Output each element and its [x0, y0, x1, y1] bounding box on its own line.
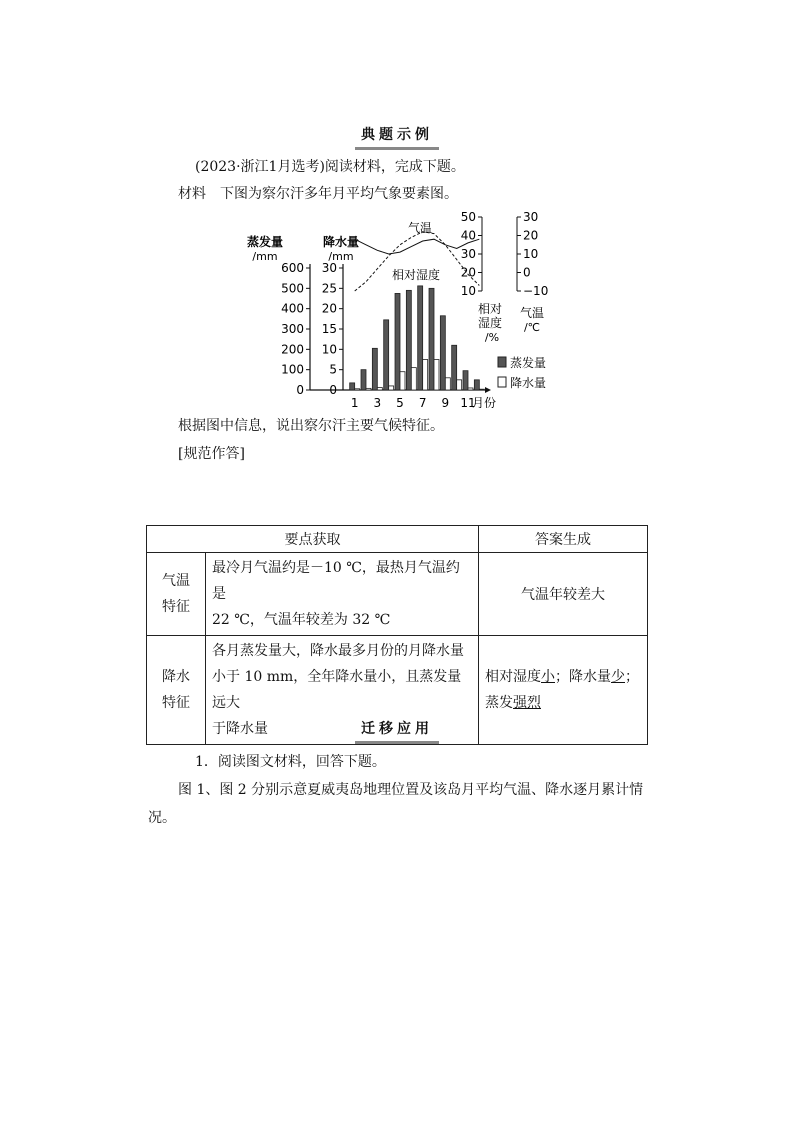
precip-tick-label: 0 — [329, 383, 337, 397]
x-tick-label: 9 — [441, 396, 450, 410]
humidity-axis-title-2: 湿度 — [477, 316, 503, 330]
evap-tick-label: 300 — [281, 322, 304, 336]
temp-tick-label: 20 — [523, 228, 539, 243]
x-tick-label: 3 — [373, 396, 382, 410]
q1-heading: 1．阅读图文材料，回答下题。 — [195, 754, 386, 770]
evap-axis-title: 蒸发量 — [246, 235, 284, 249]
header-answer: 答案生成 — [479, 526, 648, 553]
section-title-application: 迁移应用 — [0, 718, 794, 744]
legend-precip-label: 降水量 — [510, 376, 547, 390]
evap-tick-label: 100 — [281, 362, 304, 377]
answer-label: [规范作答] — [178, 446, 245, 462]
row1-detail: 最冷月气温约是－10 ℃，最热月气温约是 22 ℃，气温年较差为 32 ℃ — [206, 553, 479, 636]
humidity-tick-label: 50 — [460, 210, 476, 224]
precip-bar — [423, 360, 428, 391]
precip-bar — [445, 378, 450, 390]
humidity-tick-label: 20 — [460, 265, 476, 280]
precip-tick-label: 15 — [321, 322, 337, 336]
precip-tick-label: 20 — [321, 301, 337, 316]
table-row — [147, 553, 648, 636]
evap-bar — [350, 383, 355, 390]
temp-tick-label: 30 — [523, 210, 539, 224]
precip-bar — [411, 368, 416, 390]
precip-tick-label: 10 — [321, 342, 337, 357]
humidity-axis-title-1: 相对 — [477, 302, 503, 316]
precip-bar — [366, 388, 371, 390]
x-axis-arrow — [485, 387, 491, 393]
humidity-tick-label: 40 — [460, 228, 476, 243]
legend-evap-label: 蒸发量 — [510, 356, 547, 370]
evap-tick-label: 400 — [281, 301, 304, 316]
evap-tick-label: 200 — [281, 342, 304, 357]
evap-bar — [429, 288, 434, 390]
precip-bar — [479, 389, 484, 390]
precip-bar — [355, 389, 360, 390]
x-tick-label: 1 — [350, 396, 359, 410]
evap-bar — [440, 316, 445, 390]
humidity-annotation: 相对湿度 — [391, 268, 441, 282]
precip-tick-label: 30 — [321, 261, 337, 275]
legend-precip-swatch — [498, 377, 506, 387]
row1-answer: 气温年较差大 — [479, 553, 648, 636]
evap-bar — [395, 293, 400, 390]
evap-axis-unit: /mm — [252, 250, 278, 263]
precip-bar — [457, 380, 462, 390]
evap-bar — [463, 371, 468, 390]
legend-evap-swatch — [498, 357, 506, 367]
temp-axis-title: 气温 — [519, 306, 545, 320]
intro-text: (2023·浙江1月选考)阅读材料，完成下题。 — [195, 159, 465, 175]
evap-bar — [361, 370, 366, 390]
temp-annotation: 气温 — [407, 221, 433, 235]
humidity-axis-unit: /% — [484, 331, 500, 344]
evap-tick-label: 0 — [296, 383, 304, 397]
evap-bar — [474, 380, 479, 390]
row2-answer: 相对湿度小；降水量少； 蒸发强烈 — [479, 636, 648, 745]
header-key-points: 要点获取 — [147, 526, 479, 553]
temp-tick-label: −10 — [523, 284, 549, 298]
precip-bar — [389, 386, 394, 390]
x-tick-label: 5 — [396, 396, 404, 410]
evap-bar — [384, 320, 389, 390]
evap-bar — [372, 348, 377, 390]
climate-chart — [230, 205, 570, 410]
temp-tick-label: 10 — [523, 247, 539, 261]
q1-text-line2: 况。 — [148, 810, 176, 826]
row2-detail: 各月蒸发量大，降水最多月份的月降水量 小于 10 mm，全年降水量小，且蒸发量远大 于降水量 — [206, 636, 479, 745]
question-text: 根据图中信息，说出察尔汗主要气候特征。 — [178, 418, 444, 434]
precip-bar — [468, 388, 473, 390]
row2-category: 降水 特征 — [147, 636, 206, 745]
precip-axis-title: 降水量 — [322, 235, 360, 249]
evap-tick-label: 500 — [281, 281, 304, 296]
evap-bar — [418, 286, 423, 390]
precip-tick-label: 25 — [321, 281, 337, 296]
row1-category: 气温 特征 — [147, 553, 206, 636]
precip-bar — [400, 372, 405, 390]
material-text: 材料 下图为察尔汗多年月平均气象要素图。 — [178, 186, 458, 202]
q1-text-line1: 图 1、图 2 分别示意夏威夷岛地理位置及该岛月平均气温、降水逐月累计情 — [178, 782, 644, 798]
table-header-row — [147, 526, 648, 553]
analysis-table — [146, 525, 648, 745]
temp-tick-label: 0 — [523, 265, 531, 280]
precip-bar — [434, 360, 439, 391]
precip-bar — [377, 388, 382, 390]
precip-tick-label: 5 — [329, 362, 337, 377]
humidity-tick-label: 30 — [460, 247, 476, 261]
x-axis-label: 月份 — [472, 396, 497, 410]
x-tick-label: 7 — [418, 396, 427, 410]
temp-axis-unit: /℃ — [523, 321, 541, 334]
humidity-tick-label: 10 — [460, 284, 476, 298]
x-tick-label: 11 — [460, 396, 476, 410]
precip-axis-unit: /mm — [328, 250, 354, 263]
evap-tick-label: 600 — [281, 261, 304, 275]
evap-bar — [406, 290, 411, 390]
section-title-examples: 典题示例 — [0, 124, 794, 150]
evap-bar — [452, 345, 457, 390]
